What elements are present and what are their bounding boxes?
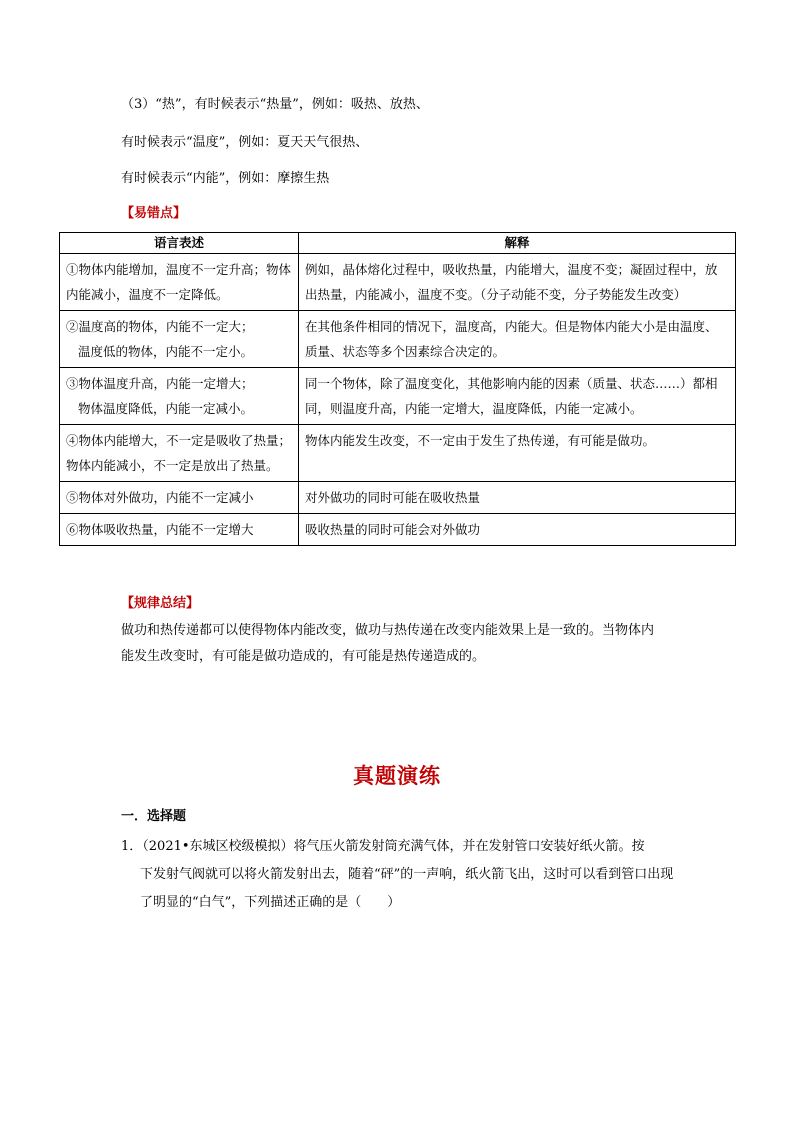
row-2-statement-line-1: ②温度高的物体，内能不一定大； [66,319,254,334]
row-2-explanation: 在其他条件相同的情况下，温度高，内能大。但是物体内能大小是由温度、质量、状态等多个因素综合决定的。 [299,311,736,368]
row-3-explanation: 同一个物体，除了温度变化，其他影响内能的因素（质量、状态……）都相同，则温度升高，内能一定增大，温度降低，内能一定减小。 [299,368,736,425]
table-row [60,254,736,311]
row-2-statement-line-2: 温度低的物体，内能不一定小。 [78,344,254,359]
question-1 [121,833,681,917]
row-3-statement-line-1: ③物体温度升高，内能一定增大； [66,376,254,391]
row-6-statement: ⑥物体吸收热量，内能不一定增大 [60,514,299,546]
intro-line-2: 有时候表示“温度”，例如：夏天天气很热、 [121,135,369,150]
row-5-explanation: 对外做功的同时可能在吸收热量 [299,482,736,514]
row-3-statement [60,368,299,425]
row-4-explanation: 物体内能发生改变，不一定由于发生了热传递，有可能是做功。 [299,425,736,482]
table-row [60,368,736,425]
table-row [60,514,736,546]
header-explanation: 解释 [299,233,736,254]
error-points-label: 【易错点】 [121,206,187,221]
table-row [60,482,736,514]
row-4-statement: ④物体内能增大，不一定是吸收了热量；物体内能减小，不一定是放出了热量。 [60,425,299,482]
summary-text: 做功和热传递都可以使得物体内能改变，做功与热传递在改变内能效果上是一致的。当物体内能发生改变时，有可能是做功造成的，有可能是热传递造成的。 [121,623,655,664]
row-2-statement [60,311,299,368]
question-1-number-source: 1．（2021•东城区校级模拟） [121,839,294,854]
question-1-rest: 下发射气阀就可以将火箭发射出去，随着“砰”的一声响，纸火箭飞出，这时可以看到管口出现了明显的“白气”，下列描述正确的是（ ） [140,867,674,910]
error-points-table [59,232,736,546]
intro-line-1: （3）“热”，有时候表示“热量”，例如：吸热、放热、 [121,97,429,112]
header-statement: 语言表述 [60,233,299,254]
summary-label: 【规律总结】 [121,596,200,611]
table-header-row [60,233,736,254]
row-6-explanation: 吸收热量的同时可能会对外做功 [299,514,736,546]
row-1-explanation: 例如，晶体熔化过程中，吸收热量，内能增大，温度不变；凝固过程中，放出热量，内能减小，温度不变。（分子动能不变，分子势能发生改变） [299,254,736,311]
section-subtitle: 一．选择题 [121,809,187,824]
table-row [60,425,736,482]
question-1-first-line [121,833,681,861]
row-3-statement-line-2: 物体温度降低，内能一定减小。 [78,401,254,416]
row-5-statement: ⑤物体对外做功，内能不一定减小 [60,482,299,514]
table-row [60,311,736,368]
question-1-first-part: 将气压火箭发射筒充满气体，并在发射管口安装好纸火箭。按 [293,839,645,854]
row-1-statement: ①物体内能增加，温度不一定升高；物体内能减小，温度不一定降低。 [60,254,299,311]
section-title: 真题演练 [353,763,441,788]
intro-line-3: 有时候表示“内能”，例如：摩擦生热 [121,171,330,186]
